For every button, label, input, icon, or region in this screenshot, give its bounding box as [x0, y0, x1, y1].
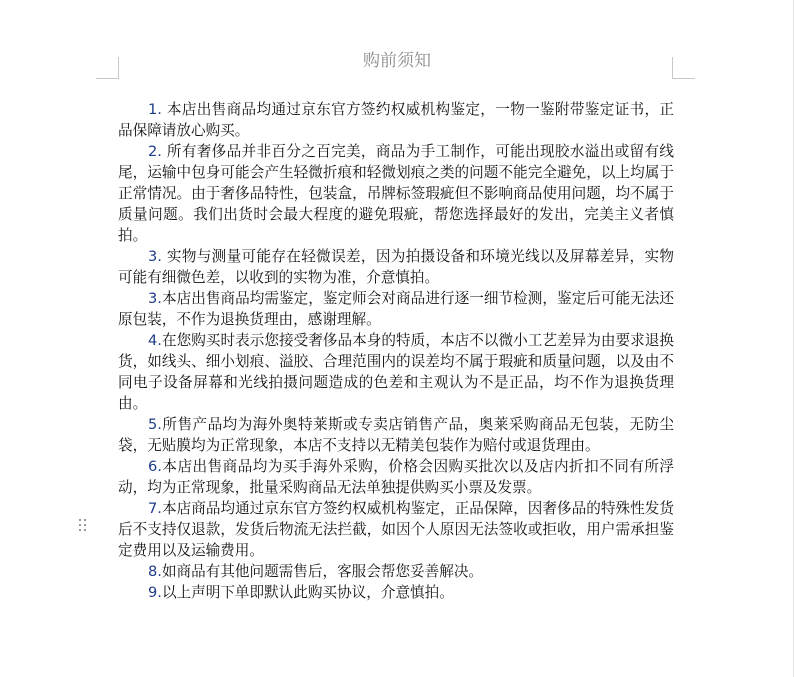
paragraph-text: 本店出售商品均通过京东官方签约权威机构鉴定，一物一鉴附带鉴定证书，正品保障请放心购买。 — [118, 101, 674, 139]
item-number: 3. — [148, 248, 167, 265]
paragraph-text: 所有奢侈品并非百分之百完美，商品为手工制作，可能出现胶水溢出或留有线尾，运输中包身可能会产生轻微折痕和轻微划痕之类的问题不能完全避免，以上均属于正常情况。由于奢侈品特性，包装盒，吊牌标签瑕疵但不影响商品使用问题，均不属于质量问题。我们出货时会最大程度的避免瑕疵，帮您选择最好的发出，完美主义者慎拍。 — [118, 143, 674, 244]
item-number: 2. — [148, 143, 167, 160]
paragraph-text: 如商品有其他问题需售后，客服会帮您妥善解决。 — [161, 563, 484, 580]
paragraph-text: 本店出售商品均为买手海外采购，价格会因购买批次以及店内折扣不同有所浮动，均为正常现象，批量采购商品无法单独提供购买小票及发票。 — [118, 458, 674, 496]
paragraph-text: 所售产品均为海外奥特莱斯或专卖店销售产品，奥莱采购商品无包装，无防尘袋，无贴膜均为正常现象，本店不支持以无精美包装作为赔付或退货理由。 — [118, 416, 674, 454]
paragraph-text: 实物与测量可能存在轻微误差，因为拍摄设备和环境光线以及屏幕差异，实物可能有细微色差，以收到的实物为准，介意慎拍。 — [118, 248, 674, 286]
item-number: 5. — [148, 416, 162, 433]
paragraph — [118, 456, 674, 498]
item-number: 6. — [148, 458, 162, 475]
paragraph — [118, 582, 674, 603]
paragraph — [118, 141, 674, 246]
margin-corner-marker-right — [672, 57, 695, 79]
document-body[interactable] — [118, 99, 674, 603]
item-number: 8. — [148, 563, 162, 580]
paragraph — [118, 330, 674, 414]
paragraph — [118, 498, 674, 561]
drag-handle-icon[interactable] — [79, 519, 88, 535]
paragraph — [118, 99, 674, 141]
paragraph-text: 以上声明下单即默认此购买协议，介意慎拍。 — [161, 584, 454, 601]
paragraph — [118, 246, 674, 288]
item-number: 1. — [148, 101, 167, 118]
item-number: 7. — [148, 500, 162, 517]
paragraph — [118, 561, 674, 582]
item-number: 9. — [148, 584, 162, 601]
item-number: 3. — [148, 290, 162, 307]
paragraph-text: 本店出售商品均需鉴定，鉴定师会对商品进行逐一细节检测，鉴定后可能无法还原包装，不作为退换货理由，感谢理解。 — [118, 290, 674, 328]
document-title: 购前须知 — [363, 51, 431, 71]
margin-corner-marker-left — [96, 57, 119, 79]
paragraph-text: 在您购买时表示您接受奢侈品本身的特质，本店不以微小工艺差异为由要求退换货，如线头、细小划痕、溢胶、合理范围内的误差均不属于瑕疵和质量问题，以及由不同电子设备屏幕和光线拍摄问题造成的色差和主观认为不是正品，均不作为退换货理由。 — [118, 332, 674, 412]
paragraph — [118, 288, 674, 330]
paragraph-text: 本店商品均通过京东官方签约权威机构鉴定，正品保障，因奢侈品的特殊性发货后不支持仅退款，发货后物流无法拦截，如因个人原因无法签收或拒收，用户需承担鉴定费用以及运输费用。 — [118, 500, 674, 559]
paragraph — [118, 414, 674, 456]
item-number: 4. — [148, 332, 162, 349]
